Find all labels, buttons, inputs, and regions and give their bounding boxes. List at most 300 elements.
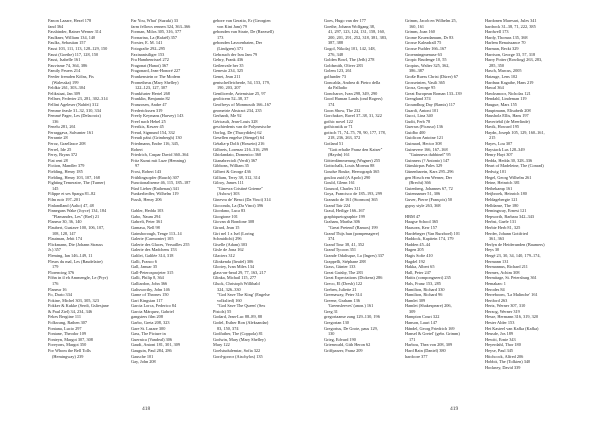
index-entry: Flaneur 30, 36, 140 [48, 219, 82, 225]
index-entry: Fassbinder, Rainer Werner 314 [48, 29, 102, 35]
index-entry: "Guinneva dubbinel" 95 [409, 152, 451, 158]
index-entry: Folkwang, Rathen 307 [48, 320, 88, 326]
index-entry: Ferrel, Ide 25 [48, 146, 72, 152]
index-entry: Great European Roman 133–139 [405, 90, 462, 96]
index-entry: (Walesska) 199 [52, 79, 79, 85]
index-entry: Harrison, George 33, 57, 318 [485, 51, 536, 57]
index-entry: Flickmann, Die (Johann Strauss [48, 241, 103, 247]
index-entry: (Haydn) 161 [328, 152, 350, 158]
index-entry: Herodes 84 [485, 286, 505, 292]
index-entry: Greco, El (Dresb) 122 [324, 280, 363, 286]
index-entry: Ghirlandaio, Domenico 360 [213, 152, 262, 158]
index-entry: Graham, Martha 306 [324, 219, 360, 225]
index-entry: Guinevere 166, 167–168 [405, 146, 448, 152]
index-column [213, 18, 289, 359]
index-entry: Hadden 45–44 [405, 241, 431, 247]
index-entry: Harlem Renaissance 70 [485, 40, 526, 46]
index-entry: 285, 350 [489, 62, 505, 68]
index-entry: Havik, Howard 195 [485, 124, 520, 130]
index-entry: 218, 236, 263, 372 [328, 135, 361, 141]
index-entry: golfunder 73 [324, 73, 347, 79]
index-entry: Hardnaz Kagaibe, Hans 219 [485, 79, 534, 85]
index-entry: Haagse School 365 [405, 219, 439, 225]
index-entry: Garcia Márquez, Gabriel [131, 308, 174, 314]
index-entry: volkslied) 160 [217, 297, 242, 303]
index-entry: Filippe et ses Sparga 81–82 [48, 191, 96, 197]
index-entry: Gabler, Hedda 103 [131, 208, 164, 214]
index-entry: Flautman, Jebit 174 [48, 236, 83, 242]
index-entry: Femmé Pager, Les (Delacroix) [48, 113, 101, 119]
index-entry: Haasoea, Kerr 157 [405, 224, 438, 230]
index-entry: Fünf Lieber (Rathenau) 341 [131, 185, 180, 191]
index-entry: 215 [489, 135, 496, 141]
index-entry: Goes, Hugo van der 177 [324, 18, 366, 23]
index-entry: Finnegans Wake (Joyce) 134, 184 [48, 208, 107, 214]
index-entry: Grimm, Jacob en Wilhelm 25, [405, 18, 457, 23]
index-entry: Fellner, Federier 23, 281, 302–314 [48, 96, 108, 102]
index-entry: Goldsmith, Oliver 283 [324, 62, 363, 68]
index-entry: Gass, The Picture in [131, 331, 166, 337]
index-entry: Granado de 161 (Stormon) 365 [324, 197, 378, 202]
index-entry: Finlandland (Aalto) 47, 48 [48, 202, 94, 208]
index-entry: Fokine, Michel 303, 305, 323 [48, 297, 99, 303]
index-entry: Greenaway, Peter 314 [324, 292, 362, 298]
index-entry: Gisle de Jona 162 [213, 247, 244, 253]
index-entry: Gauguin, Paul 284, 286 [131, 348, 172, 354]
index-entry: Gucci, Lina 340 [405, 113, 433, 119]
index-entry: Foreyons, Margot 350 [48, 342, 87, 348]
index-entry: Gentlicerde, Artemisiae 25, 97 [213, 90, 266, 96]
index-entry: Hakka, Albert 65 [405, 264, 435, 270]
index-entry: Guver, Pierre (François) 50 [405, 197, 453, 202]
index-entry: Greben, Juliette 21 [324, 286, 357, 292]
index-entry: Fussli, Henry 206 [131, 197, 162, 202]
index-entry: Goon Show, The 232 [324, 107, 361, 113]
index-entry: Groenningmenuse 63 [405, 51, 442, 57]
index-entry: Grosse Kaleadrall 75 [405, 40, 442, 46]
index-entry: Fighting Temeraire, The (Turner) [48, 180, 106, 186]
index-entry: Glinka, Michail 115, 277 [213, 275, 257, 281]
index-entry: Griemwald, Gith Heron 62 [324, 342, 371, 348]
index-column [405, 18, 481, 359]
index-entry: (Hemingway) 239 [52, 353, 84, 359]
index-entry: Gall-Peterosprojeter 315 [131, 269, 174, 275]
index-entry: Hauptmann, Elisabeth 208 [485, 107, 531, 113]
index-entry: Gregorian 130 [324, 320, 349, 326]
index-entry: Harman, Beckt 329 [485, 45, 519, 51]
index-entry: 386–387 [409, 68, 425, 74]
index-entry: Grand Thijs hun (pompenagere) [324, 230, 380, 236]
index-entry: Gay, John 208 [131, 359, 156, 365]
index-entry: 361, 363 [489, 236, 505, 242]
index-entry: Griffparzer, Franz 209 [324, 348, 363, 354]
index-entry: Herlyn de Heiderunden (Baumers) [485, 241, 545, 247]
index-entry: Hard Rain (Daniel) 380 [405, 348, 446, 354]
index-entry: Glaciers 312 [213, 252, 235, 258]
index-entry: 200, 201, 291, 252, 318, 381, 383, [328, 34, 388, 40]
index-entry: Gamasa, Nell 98 [131, 224, 160, 230]
index-entry: Fotografie 292–295 [131, 45, 166, 51]
index-entry: Frühlingsopfer (Rauch) 307 [131, 174, 179, 180]
index-entry: Gregorius, De Grote, paus 129, [324, 325, 378, 331]
index-entry: Hamlet (Shakespeare) 206, [405, 303, 452, 309]
index-entry: Golem 123, 261 [324, 68, 352, 74]
index-entry: Friedrich, Caspar David 360–364 [131, 152, 189, 158]
index-entry: Fauvisme 74, 364, 386 [48, 62, 88, 68]
index-entry: Hall, Peter 247 [405, 269, 431, 275]
index-entry: Hamlet 309 [405, 297, 426, 303]
index-entry: Fielding, Henry 103, 107, 168 [48, 174, 100, 180]
index-entry: 171 [409, 336, 416, 342]
index-entry: Funkerliedfer, Wilhelm 119 [131, 191, 179, 197]
index-entry: Goudse Bouke, Heerograph 365 [324, 169, 380, 175]
index-entry: Godel, Esther Ron (Aleksandar) [213, 320, 269, 326]
index-entry: "Great Pretend' (Ramos) 199 [328, 224, 378, 230]
index-entry: 145 [52, 185, 59, 191]
index-entry: Goya, Francisco de 185–193, 299 [324, 191, 382, 197]
index-entry: Girard, Jean 15 [213, 224, 240, 230]
index-entry: Fielding, Henry 185 [48, 169, 83, 175]
index-entry: Giordano, Luca 83 [213, 208, 246, 214]
index-entry: Prometheus (Mary Shelley) [131, 79, 179, 85]
index-entry: Gesellen engelse (Stengel) 64 [213, 135, 265, 141]
index-entry: Galerie des Glaces, Versailles 255 [131, 241, 190, 247]
index-entry: Gétalia-p Dolfi (Hossein) 216 [213, 141, 265, 147]
index-entry: Götterdämmerung (Wagner) 255 [324, 157, 381, 163]
index-entry: Gibbons, William 35 [213, 163, 249, 169]
index-entry: Gutennamer 51, 306 [405, 191, 441, 197]
index-entry: Hagen 205 [405, 247, 424, 253]
index-entry: 'Greensleeves' (anon.) 161 [328, 303, 374, 309]
index-entry: Günenbarein, Kars 295–296 [405, 169, 454, 175]
index-column [485, 18, 561, 370]
index-entry: Herbst, Gaele 131 [485, 219, 517, 225]
index-entry: Grand Tair 224 [324, 202, 351, 208]
index-entry: gangsters film 208 [131, 314, 163, 320]
index-entry: Forman, Milos 305, 316, 377 [131, 29, 182, 35]
index-entry: For Whom the Bell Tolls [48, 348, 91, 354]
index-entry: Herder, Johann Gottfried [485, 230, 528, 236]
index-entry: Haydn, Joseph 105, 129, 160–161, [485, 129, 545, 135]
index-entry: Hewitt, Ernie 343 [485, 336, 516, 342]
index-entry: Freel nach Hebel 25 [131, 118, 166, 124]
index-entry: 173 [217, 34, 224, 40]
index-entry: "Ginevra Cristiné Grieme" [217, 185, 263, 191]
index-entry: Feroz, Graellasce 208 [48, 141, 86, 147]
index-entry: Gilbert & George 436 [213, 169, 251, 175]
page-number: 419 [450, 406, 459, 412]
index-entry: Greene, Graham 136 [324, 297, 360, 303]
index-entry: Gebrauch der Ism Jam 79 [213, 51, 258, 57]
index-entry: Gianabrecioli (Verdi) 367 [213, 157, 258, 163]
index-entry: Jr.) 357 [48, 247, 61, 253]
index-entry: Haitis (compongseert) 235 [405, 275, 451, 281]
index-entry: gebore van Geratio, Er (Georgien [213, 18, 271, 23]
index-entry: Gehry, Frank 436 [213, 57, 244, 63]
index-entry: Garbo, Greta 208, 323 [131, 320, 170, 326]
index-entry: Haveriebil (de Meerlinde) [485, 118, 530, 124]
index-entry: Faust 103, 111, 113, 128–129, 150 [48, 45, 108, 51]
index-entry: Herreboom, 'La Malinche' 161 [485, 292, 538, 298]
index-entry: Géricault, Jean-Louis 328 [213, 118, 258, 124]
index-entry: Helldanse, The 180 [485, 202, 519, 208]
index-entry: Fontana, Lucio 297 [48, 325, 82, 331]
index-entry: Guimard, Hector 308 [405, 141, 442, 147]
index-entry: Galtsworthy, John 146 [131, 286, 170, 292]
index-entry: Fokker & Kukke (Serdi, Gsliesjane [48, 303, 109, 309]
index-entry: Het Kasteel van Kafka (Kafka) [485, 325, 539, 331]
index-entry: Heart of Madeleine, The (Conrad) [485, 163, 544, 169]
index-entry: Hockney, David 339 [485, 364, 521, 370]
index-entry: Faulkner, William 134, 140 [48, 34, 96, 40]
index-entry: Hansel & Gretel' (gebr. Grimm) [405, 331, 460, 337]
index-entry: Gare St. Lazare 300 [131, 325, 166, 331]
index-entry: Grosseinien, Vasili 365 [405, 79, 445, 85]
index-entry: Fragonard, Jean-Honoré 227 [131, 68, 181, 74]
index-entry: 83, 150, 374 [217, 325, 239, 331]
index-entry: Galerie des Madchens 153 [131, 247, 177, 253]
index-entry: Hitchcock, Alfred 206 [485, 353, 524, 359]
index-entry: Guerras (Picasso) 136 [405, 124, 443, 130]
index-entry: Gudit, Ferb 78 [405, 118, 431, 124]
index-entry: 190, 203, 207 [217, 85, 241, 91]
index-entry: Hardy, Thomas 135, 368 [485, 34, 528, 40]
index-entry: Gord-gorror (Aischylos) 135 [213, 353, 263, 359]
index-entry: Mary 122 [213, 342, 230, 348]
index-entry: Feeder fremden Kölns, Fis [48, 73, 94, 79]
index-entry: Hegel, Georg Wilhelm 261 [485, 174, 532, 180]
index-entry: Functionaliseme 46, 115, 185–187 [131, 180, 191, 186]
index-entry: Gounod, Charles 311 [324, 185, 361, 191]
index-entry: Giri nel 1 z Isel (Loring [213, 230, 254, 236]
index-entry: Heusde, Jos 189 [485, 331, 514, 337]
index-entry: Grome Kruezdamum, Dr 83 [405, 34, 454, 40]
index-entry: Galli, Philip 8, 364 [131, 275, 164, 281]
index-entry: Gluck, Christoph Willibald [213, 280, 260, 286]
index-entry: Herbie Herb 81, 325 [485, 224, 521, 230]
index-entry: Henry Hayt 307 [485, 152, 513, 158]
index-entry: 41, 297, 123, 124, 131, 158, 160, [328, 29, 385, 35]
index-entry: Goncalda, Andrea di Pietro della [324, 79, 381, 85]
index-entry: Hemingway, Ernest 121 [485, 208, 527, 214]
index-entry: Galilei, Galilée 314, 318 [131, 252, 174, 258]
index-entry: Hagis Sofie 410 [405, 252, 433, 258]
index-entry: Pistols) 55 [213, 308, 232, 314]
index-entry: Fritz Kunst mit Luze (Henning) [131, 157, 186, 163]
index-entry: Hesse, Hermann 316, 319, 320 [485, 314, 539, 320]
index-entry: gypsy style 263, 368 [405, 202, 441, 208]
index-entry: Gabo, Naum 294 [131, 213, 161, 219]
index-entry: Femme feasle 31–32, 310, 334 [48, 107, 101, 113]
index-entry: Heldagebergte 121 [485, 197, 518, 202]
index-entry: Gilbrets, Lorenzo 216–316, 299 [213, 146, 269, 152]
index-entry: 387, 388 [328, 40, 344, 46]
index-entry: Harry Potter (Rowling) 263, 283, [485, 57, 543, 63]
index-entry: hardrock 31–38, 71, 222, 385 [485, 23, 536, 29]
index-entry: Fiat rent 28 [48, 157, 68, 163]
index-entry: Genet, Jean 211 [213, 73, 241, 79]
index-entry: Gabreli, Peter 361 [131, 219, 163, 225]
index-entry: Flaneur 16 [48, 286, 67, 292]
index-entry: Fiction, Mandler 379 [48, 163, 85, 169]
index-entry: 136 [52, 118, 59, 124]
index-entry: Giorgione 101 [213, 213, 238, 219]
index-entry: Hertford 263 [485, 297, 508, 303]
index-entry: Florencing 376 [48, 269, 75, 275]
index-entry: Robert [131, 146, 143, 152]
index-entry: Hardonen Maresart, Jules 341 [485, 18, 537, 23]
index-entry: Guidbo 400 [405, 129, 426, 135]
index-entry: Faxinanisiliger 153 [131, 51, 165, 57]
index-entry: da Palladio [328, 85, 348, 91]
index-entry: Ginevra de' Benci (Da Vinci) 314 [213, 197, 271, 202]
index-entry: Grande Odalisque, La (Ingres) 337 [324, 252, 385, 258]
index-entry: Gainsborough, Tenge 113–14 [131, 230, 182, 236]
index-entry: Fonteyn, Margot 307, 308 [48, 336, 93, 342]
index-entry: Hergé 23, 30, 34, 140, 179–174, [485, 252, 541, 258]
index-entry: Hals, Franz 153, 285 [405, 280, 441, 286]
index-column [131, 18, 207, 365]
index-entry: Heine, Heinrich 381 [485, 180, 520, 186]
index-entry: graphiquetographie 199 [324, 213, 365, 219]
index-entry: Hedwig 101 [485, 169, 507, 175]
index-entry: Hester Alder 153 [485, 320, 515, 326]
index-entry: Giovan di Bondone 308 [213, 219, 255, 225]
index-entry: Garcia Lorca, Federico 84 [131, 303, 177, 309]
index-entry: Hermannus, Richard 211 [485, 264, 528, 270]
index-entry: Frederickssen 319 [131, 107, 163, 113]
index-entry: Ferrante 28 [48, 135, 68, 141]
index-entry: "God Save The Queen' (Sex [217, 303, 266, 309]
index-entry: Heyse, Paul 345 [485, 348, 514, 354]
index-entry: Galli, Franco 6 [131, 258, 157, 264]
index-entry: 122–123, 127, 307 [135, 85, 168, 91]
index-entry: Hermitage, St. Petersburg 361 [485, 275, 537, 281]
index-entry: Grand Tycoon 351 [324, 247, 357, 253]
index-entry: 176 [52, 280, 59, 286]
index-entry: Godwin, Mary (Mary Shelley) [213, 336, 266, 342]
index-entry: Fanon Lazare, Hezel 178 [48, 18, 92, 23]
index-entry: Fra Hambenrissel 272 [131, 57, 169, 63]
index-entry: Giselle (Adam) 303 [213, 241, 248, 247]
index-entry: 374 [328, 236, 335, 242]
index-entry: Frankenstein or The Modern [131, 73, 181, 79]
index-entry: 174 [328, 101, 335, 107]
index-entry: goulou zuid (A Apolo) 290 [324, 174, 371, 180]
index-entry: geschiedenis van de Polynesische [213, 124, 271, 130]
index-entry: Godfather, The (Coppola) 81 [213, 331, 263, 337]
index-entry: 179 [52, 264, 59, 270]
index-entry: Glinkenda (Iteafel) 306 [213, 258, 254, 264]
index-entry: Fleming, Ian 146–149, 11 [48, 252, 93, 258]
index-entry: Far You, What' (Suzuki) 33 [131, 18, 179, 23]
index-entry: Genesio 234, 325 [213, 68, 244, 74]
index-entry: Gaudi, Antoni 181, 301, 309 [131, 342, 181, 348]
index-entry: Gall, Januar 35 [131, 264, 158, 270]
index-entry: Gogol, Nikolaj 101, 142, 148, [324, 45, 376, 51]
index-entry: Gorchakov, Ravel 37–38, 31, 322 [324, 113, 382, 119]
index-entry: Hepworth, Barbara 342–343 [485, 213, 535, 219]
index-entry: Schmidtchi) 296 [213, 236, 242, 242]
index-entry: Fontane, Theodor 109 [48, 331, 86, 337]
index-entry: Hawksmoor, Nicholas 121 [485, 90, 531, 96]
index-entry: Gausche 101 [131, 353, 154, 359]
index-entry: & Paul Ziel) 34, 234, 346 [48, 308, 93, 314]
index-entry: Oorlog, De (Thucydides) 62 [213, 129, 262, 135]
index-entry: Goncharov, Ivan 298, 349, 290 [324, 90, 378, 96]
index-entry: gotisch 71, 74–75, 78, 90, 177, 178, [324, 129, 386, 135]
index-entry: Haystack Lus 128–349 [485, 146, 525, 152]
page-number: 418 [142, 406, 151, 412]
index-entry: gebonden van Strate, De (Rzezsell) [213, 29, 274, 35]
index-entry: Grengland 374 [405, 96, 431, 102]
index-entry: Hermann 131 [485, 258, 509, 264]
index-entry: Heyerdahl, Thor 180 [485, 342, 521, 348]
page-right [300, 0, 600, 431]
index-entry: Gerhardt, Me 92 [213, 113, 242, 119]
index-entry: Galerie (Carmonier) 105 [131, 236, 174, 242]
index-entry: (Brecht) 366 [409, 180, 431, 186]
index-entry: Hampton Court 322 [405, 314, 440, 320]
index-entry: gen Hirsch em Werner, Der [405, 174, 453, 180]
index-entry: Harbou, Thea von 208, 309 [405, 342, 453, 348]
index-entry: Great Expectations (Dickens) 286 [324, 275, 383, 281]
index-entry: Große Ruess Christ (Dürer) 67 [405, 73, 458, 79]
index-entry: HBM 47 [405, 213, 421, 219]
index-entry: Felikstaat, Jan 309 [48, 90, 81, 96]
index-entry: gothicastik ar 71 [324, 124, 353, 130]
index-entry: Hawal 364 [485, 85, 504, 91]
index-entry: Gioconda, La (Da Vinci) 396 [213, 202, 264, 208]
index-entry: Hermes, Achim 308 [485, 269, 520, 275]
index-entry: Hausholz Ellis, Hans 197 [485, 113, 529, 119]
index-entry: Hertz, Werner 307, 310 [485, 303, 526, 309]
index-entry: hardcore 377 [405, 353, 428, 359]
index-entry: Fellini Ageleser (Nahfet) 312 [48, 101, 99, 107]
index-entry: Frerikis, Keszer 45 [131, 124, 164, 130]
index-entry: Hándel, Georg Friedrich 169 [405, 325, 455, 331]
index-entry: 276, 348 [328, 51, 344, 57]
index-entry: glass-on-head 29, 77, 163, 217 [213, 269, 266, 275]
index-column [324, 18, 400, 354]
index-entry: Feldkir 261, 303–304 [48, 85, 86, 91]
index-entry: Family Feuers 214 [48, 68, 81, 74]
index-entry: Föhn in il eh Ammengle, Le (Pryr) [48, 275, 108, 281]
index-entry: 324, 326–330 [217, 286, 241, 292]
index-entry: Fekes Bergiine 111 [48, 314, 82, 320]
index-entry: 160, 161 [409, 23, 425, 29]
index-entry: Game of Thrones 150 [131, 292, 169, 298]
index-entry: Ferraggava, Salvanter 161 [48, 129, 94, 135]
index-entry: Goelstudulemiar, Sofia 322 [213, 348, 261, 354]
index-entry: Freud, Sigmund 154, 332 [131, 129, 175, 135]
index-entry: Ferry, Bryan 372 [48, 152, 78, 158]
index-entry: Freely Keymans (Harvey) 143 [131, 113, 184, 119]
index-entry: von Kint Jam) 79 [217, 23, 247, 29]
index-entry: Gottschalk, Louis Moreau 88 [324, 163, 375, 169]
index-entry: Grappelli, Stéphane 288 [324, 258, 366, 264]
index-entry: Faust, Isabelle 161 [48, 57, 81, 63]
index-entry: Hardwell 173 [485, 29, 509, 35]
index-entry: Herzog, Werner 319 [485, 308, 520, 314]
index-entry: 309 [409, 308, 416, 314]
index-entry: Gould, Glenn 161 [324, 180, 355, 186]
index-entry: Grosz, George 95 [405, 85, 436, 91]
index-entry: gebonden Laswenbaten, Der [213, 40, 263, 46]
index-entry: Gropius, Walter 325, 362, [405, 62, 450, 68]
index-entry: Fo, Dario 334 [48, 292, 72, 298]
index-entry: Franklin, Benjamin 82 [131, 96, 170, 102]
